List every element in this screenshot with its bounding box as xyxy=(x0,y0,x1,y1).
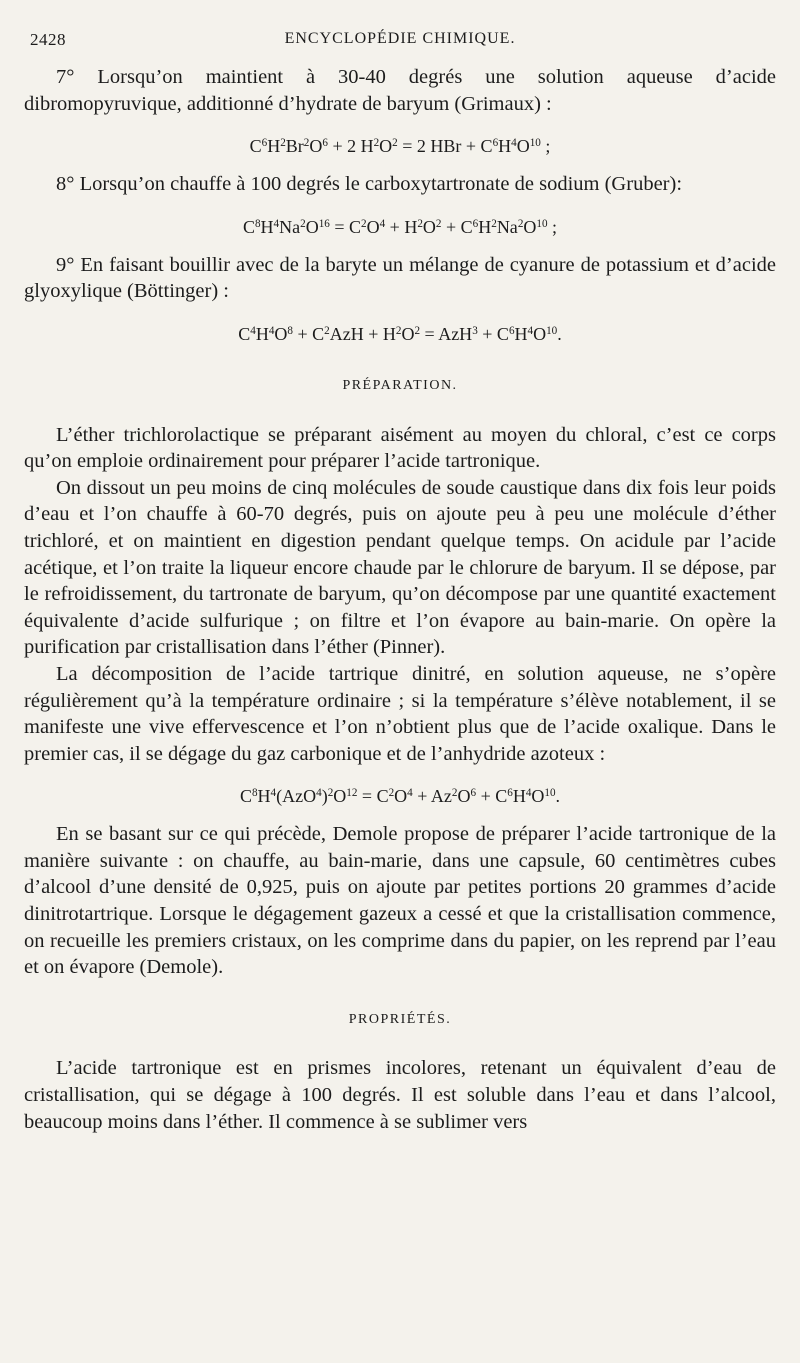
paragraph: 8° Lorsqu’on chauffe à 100 degrés le carboxytartronate de sodium (Gruber): xyxy=(56,173,683,196)
section-heading: PROPRIÉTÉS. xyxy=(348,1011,452,1027)
chemical-equation: $C^6H^2Br^2O^6 + 2$ $H^2O^2 = 2$ HBr + $C^6H^4O^{10}$ ; xyxy=(249,136,551,157)
paragraph: L’acide tartronique est en prismes incolores, retenant un équivalent d’eau de cristallisation, qui se dégage à 100 degrés. Il est soluble dans l’eau et dans l’alcool, beaucoup moins dans l’éther. Il commence à se sublimer vers xyxy=(24,1057,776,1133)
paragraph: En se basant sur ce qui précède, Demole propose de préparer l’acide tartronique de la manière suivante : on chauffe, au bain-marie, dans une capsule, 60 centimètres cubes d’alcool d’une densité de 0,925, puis on ajoute par petites portions 20 grammes d’acide dinitrotartrique. Lorsque le dégagement gazeux a cessé et que la cristallisation commence, on recueille les premiers cristaux, on les comprime dans du papier, on les reprend par l’eau et on évapore (Demole). xyxy=(24,823,776,979)
page-header xyxy=(30,30,770,56)
paragraph: 7° Lorsqu’on maintient à 30-40 degrés une solution aqueuse d’acide dibromopyruvique, additionné d’hydrate de baryum (Grimaux) : xyxy=(24,66,776,115)
paragraph: La décomposition de l’acide tartrique dinitré, en solution aqueuse, ne s’opère régulièrement qu’à la température ordinaire ; si la température s’élève notablement, il se manifeste une vive effervescence et l’on n’obtient plus que de l’acide oxalique. Dans le premier cas, il se dégage du gaz carbonique et de l’anhydride azoteux : xyxy=(24,662,776,765)
chemical-equation: $C^8H^4(AzO^4)^2O^{12} = C^2O^4 + Az^2O^6 + C^6H^4O^{10}$. xyxy=(239,786,561,807)
page-body xyxy=(24,64,776,1135)
page-number: 2428 xyxy=(30,30,66,49)
running-title: ENCYCLOPÉDIE CHIMIQUE. xyxy=(284,30,516,47)
paragraph: L’éther trichlorolactique se préparant aisément au moyen du chloral, c’est ce corps qu’on emploie ordinairement pour préparer l’acide tartronique. xyxy=(24,423,776,473)
paragraph: 9° En faisant bouillir avec de la baryte un mélange de cyanure de potassium et d’acide glyoxylique (Böttinger) : xyxy=(24,253,776,303)
section-heading: PRÉPARATION. xyxy=(342,377,458,393)
paragraph: On dissout un peu moins de cinq molécules de soude caustique dans dix fois leur poids d’eau et l’on chauffe à 60-70 degrés, puis on ajoute peu à peu une molécule d’éther trichloré, et on maintient en digestion pendant quelque temps. On acidule par l’acide acétique, et l’on traite la liqueur encore chaude par le chlorure de baryum. Il se dépose, par le refroidissement, du tartronate de baryum, qu’on décompose par une quantité exactement équivalente d’acide sulfurique ; on filtre et l’on évapore au bain-marie. On opère la purification par cristallisation dans l’éther (Pinner). xyxy=(24,476,776,659)
chemical-equation: $C^8H^4Na^2O^{16} = C^2O^4 + H^2O^2 + C^6H^2Na^2O^{10}$ ; xyxy=(242,216,558,237)
chemical-equation: $C^4H^4O^8 + C^2AzH + H^2O^2 = AzH^3 + C^6H^4O^{10}$. xyxy=(238,323,562,344)
